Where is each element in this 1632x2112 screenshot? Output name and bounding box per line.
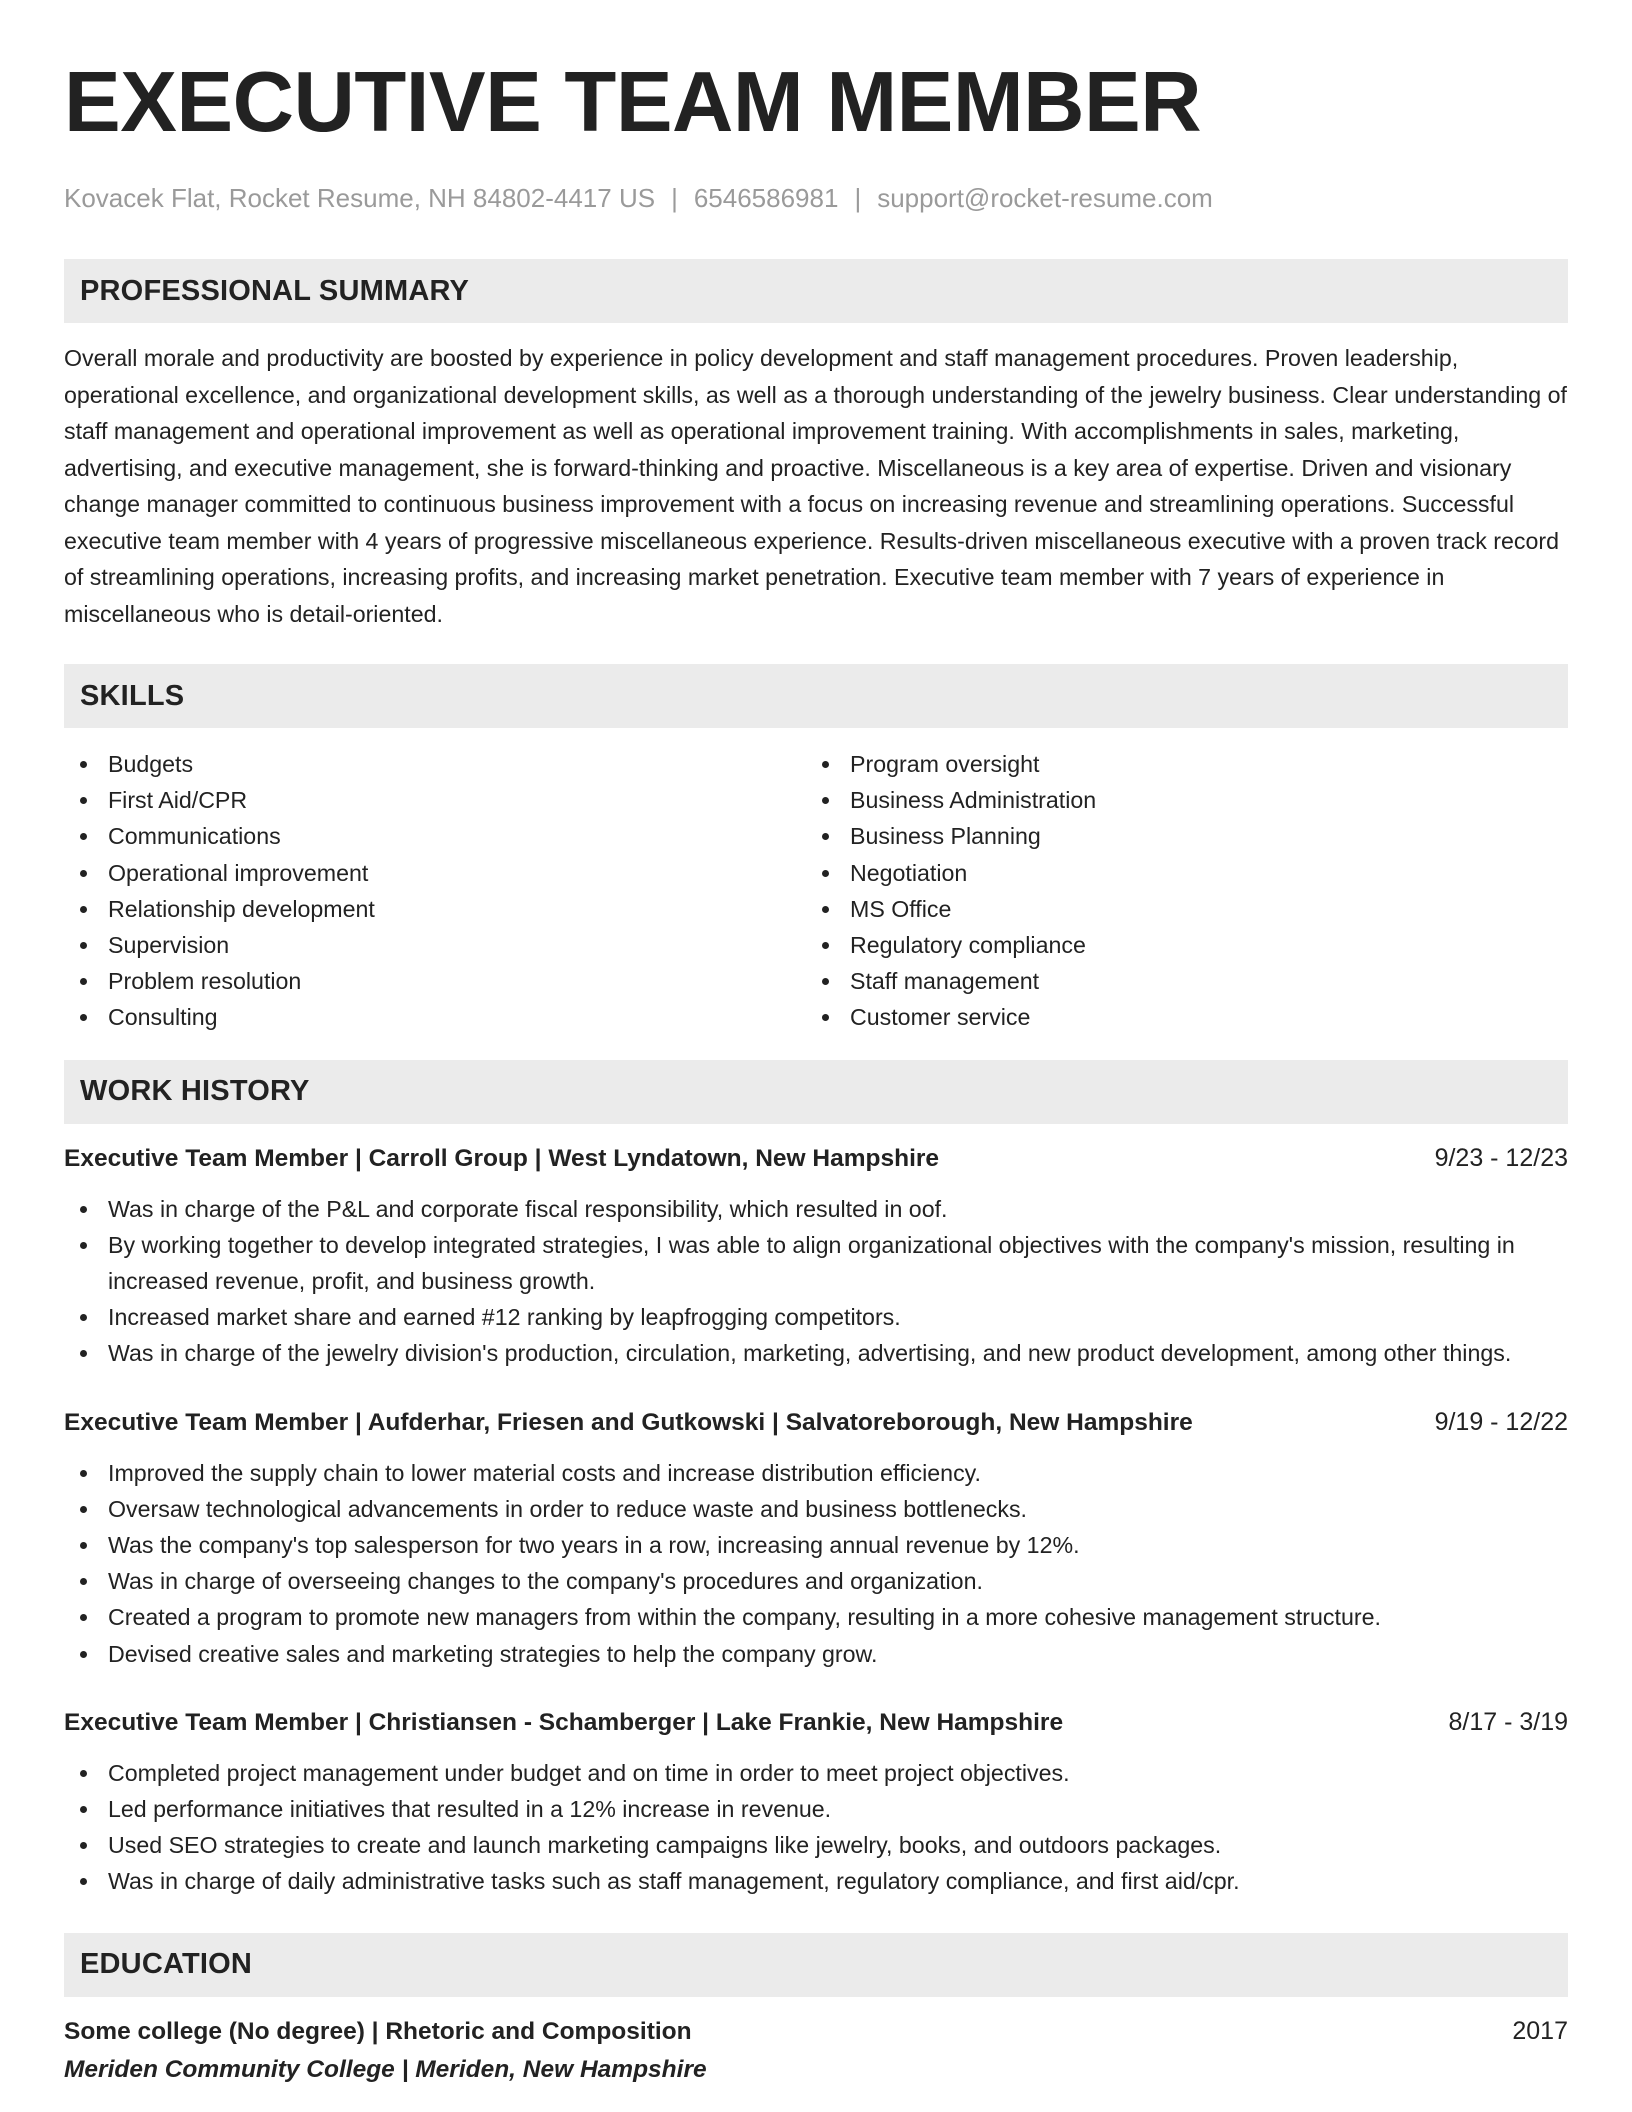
contact-address: Kovacek Flat, Rocket Resume, NH 84802-4417 US <box>64 183 656 213</box>
contact-separator: | <box>854 183 862 213</box>
skill-item: Program oversight <box>806 746 1548 782</box>
skills-column-right <box>806 746 1548 1036</box>
skill-item: Supervision <box>64 927 806 963</box>
section-header-work-history: WORK HISTORY <box>64 1060 1568 1124</box>
education-school: Meriden Community College | Meriden, New Hampshire <box>64 2055 707 2083</box>
job-bullet: Increased market share and earned #12 ranking by leapfrogging competitors. <box>64 1299 1568 1335</box>
job-bullets <box>64 1191 1568 1372</box>
resume-name: EXECUTIVE TEAM MEMBER <box>64 55 1202 150</box>
education-year: 2017 <box>1512 2016 1568 2045</box>
skill-item: MS Office <box>806 891 1548 927</box>
contact-separator: | <box>671 183 678 213</box>
skill-item: Business Planning <box>806 818 1548 854</box>
job-bullet: By working together to develop integrated strategies, I was able to align organizational objectives with the company's mission, resulting in increased revenue, profit, and business growth. <box>64 1227 1568 1299</box>
skill-item: Negotiation <box>806 855 1548 891</box>
job-bullet: Led performance initiatives that resulted in a 12% increase in revenue. <box>64 1791 1568 1827</box>
job-bullet: Completed project management under budget and on time in order to meet project objectives. <box>64 1755 1568 1791</box>
job-heading: Executive Team Member | Carroll Group | West Lyndatown, New Hampshire <box>64 1144 940 1172</box>
skill-item: Problem resolution <box>64 963 806 999</box>
job-bullet: Was the company's top salesperson for two years in a row, increasing annual revenue by 12%. <box>64 1527 1568 1563</box>
job-heading-row <box>64 1142 1568 1175</box>
summary-text: Overall morale and productivity are boosted by experience in policy development and staff management procedures. Proven leadership, operational excellence, and organizational development skills, as well as a thorough understanding of the jewelry business. Clear understanding of staff management and operational improvement as well as operational improvement training. With accomplishments in sales, marketing, advertising, and executive management, she is forward-thinking and proactive. Miscellaneous is a key area of expertise. Driven and visionary change manager committed to continuous business improvement with a focus on increasing revenue and streamlining operations. Successful executive team member with 4 years of progressive miscellaneous experience. Results-driven miscellaneous executive with a proven track record of streamlining operations, increasing profits, and increasing market penetration. Executive team member with 7 years of experience in miscellaneous who is detail-oriented. <box>64 345 1567 627</box>
job-bullet: Created a program to promote new managers from within the company, resulting in a more cohesive management structure. <box>64 1599 1568 1635</box>
job-bullets <box>64 1455 1568 1672</box>
job-bullets <box>64 1755 1568 1900</box>
job-entry <box>64 1142 1568 1372</box>
section-header-summary: PROFESSIONAL SUMMARY <box>64 259 1568 323</box>
skill-item: Budgets <box>64 746 806 782</box>
job-bullet: Was in charge of the jewelry division's production, circulation, marketing, advertising, and new product development, among other things. <box>64 1335 1568 1371</box>
skill-item: Staff management <box>806 963 1548 999</box>
job-bullet: Devised creative sales and marketing strategies to help the company grow. <box>64 1636 1568 1672</box>
skill-item: Customer service <box>806 999 1548 1035</box>
job-bullet: Oversaw technological advancements in order to reduce waste and business bottlenecks. <box>64 1491 1568 1527</box>
skill-item: Consulting <box>64 999 806 1035</box>
job-bullet: Was in charge of the P&L and corporate fiscal responsibility, which resulted in oof. <box>64 1191 1568 1227</box>
education-heading-row <box>64 2015 1568 2048</box>
job-heading-row <box>64 1706 1568 1739</box>
job-heading: Executive Team Member | Christiansen - Schamberger | Lake Frankie, New Hampshire <box>64 1708 1064 1736</box>
job-dates: 9/23 - 12/23 <box>1434 1143 1568 1172</box>
resume-page <box>64 55 1568 2086</box>
job-bullet: Improved the supply chain to lower material costs and increase distribution efficiency. <box>64 1455 1568 1491</box>
contact-phone: 6546586981 <box>693 183 839 213</box>
education-degree: Some college (No degree) | Rhetoric and Composition <box>64 2017 692 2045</box>
skill-item: Communications <box>64 818 806 854</box>
section-header-skills: SKILLS <box>64 664 1568 728</box>
education-entry <box>64 2015 1568 2086</box>
job-entry <box>64 1706 1568 1900</box>
skills-column-left <box>64 746 806 1036</box>
job-dates: 8/17 - 3/19 <box>1448 1707 1568 1736</box>
skill-item: Operational improvement <box>64 855 806 891</box>
skill-item: Regulatory compliance <box>806 927 1548 963</box>
job-bullet: Was in charge of overseeing changes to the company's procedures and organization. <box>64 1563 1568 1599</box>
job-heading-row <box>64 1406 1568 1439</box>
skills-list <box>64 746 1568 1036</box>
contact-email: support@rocket-resume.com <box>877 183 1213 213</box>
job-entry <box>64 1406 1568 1672</box>
job-dates: 9/19 - 12/22 <box>1434 1407 1568 1436</box>
skill-item: First Aid/CPR <box>64 782 806 818</box>
skill-item: Business Administration <box>806 782 1548 818</box>
skill-item: Relationship development <box>64 891 806 927</box>
job-bullet: Was in charge of daily administrative tasks such as staff management, regulatory compliance, and first aid/cpr. <box>64 1863 1568 1899</box>
contact-line <box>64 182 1568 214</box>
job-bullet: Used SEO strategies to create and launch marketing campaigns like jewelry, books, and outdoors packages. <box>64 1827 1568 1863</box>
job-heading: Executive Team Member | Aufderhar, Friesen and Gutkowski | Salvatoreborough, New Hampshire <box>64 1408 1193 1436</box>
section-header-education: EDUCATION <box>64 1933 1568 1997</box>
